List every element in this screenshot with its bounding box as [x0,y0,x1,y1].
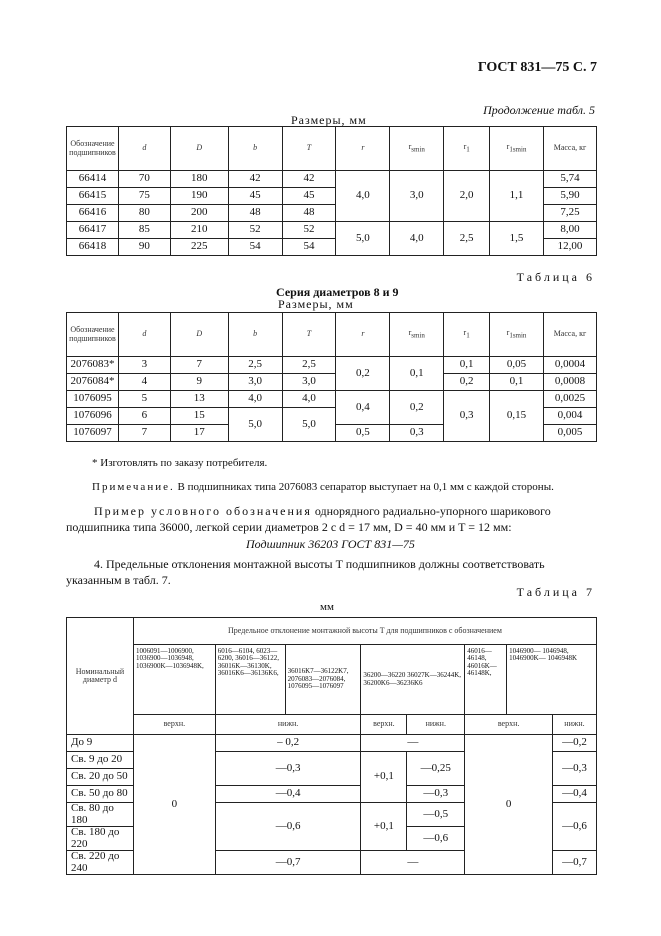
table-cell: 3,0 [390,171,444,222]
table-cell: 4 [118,374,170,391]
table-cell: 7,25 [544,205,597,222]
table-cell: 4,0 [390,222,444,256]
table-cell: 2076084* [67,374,119,391]
table-cell: 9 [170,374,228,391]
table-cell: 0 [133,735,215,875]
table-cell: —0,6 [552,803,596,851]
table-cell: До 9 [67,735,134,752]
table-cell: 6016—6104, 6023—6200, 36016—36122, 36016K—36130K, 36016K6—36136K6, [215,645,285,715]
table-cell: Св. 180 до 220 [67,827,134,851]
table-cell: 0,1 [490,374,544,391]
table-cell: —0,3 [407,786,465,803]
table-cell: 52 [282,222,336,239]
table-cell: —0,3 [215,752,361,786]
table-cell: – 0,2 [215,735,361,752]
table-cell: 54 [282,239,336,256]
table7-main-header: Предельное отклонение монтажной высоты T для подшипников с обозначением [133,618,596,645]
table-cell: 90 [118,239,170,256]
table-cell: 0,4 [336,391,390,425]
col-r: r [336,127,390,171]
col-r1: $r_1$ [444,127,490,171]
page-header: ГОСТ 831—75 С. 7 [477,60,597,75]
table-cell: 210 [170,222,228,239]
table-cell: 0,2 [336,357,390,391]
table-cell: 15 [170,408,228,425]
table-row [67,374,597,391]
table-cell: 5,0 [228,408,282,442]
table-cell: 1076097 [67,425,119,442]
table-cell: 2,5 [228,357,282,374]
table-cell: 66414 [67,171,119,188]
table-cell: 0,2 [390,391,444,425]
table-cell: 3 [118,357,170,374]
table-cell: 3,0 [228,374,282,391]
table-cell: Св. 80 до 180 [67,803,134,827]
table-cell: 5,74 [544,171,597,188]
table-cell: 54 [228,239,282,256]
table-cell: 0,05 [490,357,544,374]
table-cell: нижн. [215,715,361,735]
table-cell: 66416 [67,205,119,222]
table-cell: 2076083* [67,357,119,374]
table-cell: верхн. [133,715,215,735]
col-b: b [228,127,282,171]
col-T: T [282,127,336,171]
table-cell: 1076096 [67,408,119,425]
table-cell: D [170,313,228,357]
table-cell: 0,0004 [543,357,596,374]
table-cell: —0,25 [407,752,465,786]
table-cell: 1046900— 1046948, 1046900K— 1046948K [507,645,597,715]
table-cell: 36016K7—36122K7, 2076083—2076084, 1076095—1076097 [285,645,361,715]
footnote: * Изготовлять по заказу потребителя. [92,457,268,469]
table-cell: Св. 20 до 50 [67,769,134,786]
table-cell: d [118,313,170,357]
table-cell: верхн. [361,715,407,735]
table5-header-row [67,127,597,171]
col-rsmin: $r_{smin}$ [390,127,444,171]
table-cell: нижн. [552,715,596,735]
table-cell: 2,5 [282,357,336,374]
table6-series: Серия диаметров 8 и 9 [276,285,399,299]
table-cell: —0,4 [215,786,361,803]
table-cell: 7 [118,425,170,442]
table-cell: верхн. [465,715,553,735]
table-cell: 1,1 [490,171,544,222]
col-designation: Обозначение подшипников [67,313,119,357]
table-cell: 0,5 [336,425,390,442]
table-cell: —0,6 [407,827,465,851]
table-cell: 190 [170,188,228,205]
table-cell: 70 [118,171,170,188]
col-r1smin: $r_{1smin}$ [490,127,544,171]
table-cell: 5,90 [544,188,597,205]
table-cell: Масса, кг [543,313,596,357]
table-cell: 0,004 [543,408,596,425]
table-cell: r [336,313,390,357]
table-cell: 66417 [67,222,119,239]
table-cell: 0,0008 [543,374,596,391]
table-cell: Св. 9 до 20 [67,752,134,769]
table-cell: 5,0 [282,408,336,442]
table-cell: 0,2 [444,374,490,391]
table7-unit: мм [320,601,334,613]
table-cell: 2,0 [444,171,490,222]
table6-title: Таблица 6 [516,270,595,284]
table-cell: —0,4 [552,786,596,803]
col-D: D [170,127,228,171]
table-cell: $r_1$ [444,313,490,357]
table-cell: —0,2 [552,735,596,752]
table-cell: 45 [282,188,336,205]
table-cell: 7 [170,357,228,374]
table-cell: —0,5 [407,803,465,827]
example-designation: Подшипник 36203 ГОСТ 831—75 [246,537,415,551]
table-cell: 0,3 [390,425,444,442]
table-cell: +0,1 [361,752,407,803]
table-cell: 5 [118,391,170,408]
table5-caption: Размеры, мм [291,113,367,127]
table-cell: 48 [282,205,336,222]
table-cell: —0,7 [215,851,361,875]
table-cell: 12,00 [544,239,597,256]
col-nominal: Номинальный диаметр d [67,618,134,735]
table-cell: 3,0 [282,374,336,391]
table-continuation-label: Продолжение табл. 5 [483,103,595,117]
table-cell: $r_{1smin}$ [490,313,544,357]
col-designation: Обозначение подшипников [67,127,119,171]
table-cell: 42 [228,171,282,188]
table-cell: 46016—46148, 46016K— 46148K, [465,645,507,715]
example-paragraph: Пример условного обозначения однорядного радиально-упорного шарикового подшипника типа 36000, легкой серии диаметров 2 с d = 17 мм, D = 40 мм и T = 12 мм: [66,504,551,534]
table-cell: 4,0 [336,171,390,222]
table-row [67,171,597,188]
table-cell: 42 [282,171,336,188]
table-cell: $r_{smin}$ [390,313,444,357]
table-cell: 225 [170,239,228,256]
col-mass: Масса, кг [544,127,597,171]
col-d: d [118,127,170,171]
table-cell: 0,15 [490,391,544,442]
table-cell: —0,6 [215,803,361,851]
paragraph-4: 4. Предельные отклонения монтажной высоты T подшипников должны соответствовать указанным в табл. 7. [66,557,545,587]
table-cell: 200 [170,205,228,222]
table-row [67,357,597,374]
table-cell: Св. 220 до 240 [67,851,134,875]
table-cell: +0,1 [361,803,407,851]
table-cell: 4,0 [282,391,336,408]
table-cell: 8,00 [544,222,597,239]
table-cell: 52 [228,222,282,239]
table-cell: 0,0025 [543,391,596,408]
table-cell: 85 [118,222,170,239]
note: Примечание. В подшипниках типа 2076083 сепаратор выступает на 0,1 мм с каждой стороны. [92,481,554,493]
table-row [67,391,597,408]
table-cell: 0,1 [390,357,444,391]
table6-header-row [67,313,597,357]
table-cell: 13 [170,391,228,408]
table-cell: 2,5 [444,222,490,256]
table-cell: 0,005 [543,425,596,442]
table-cell: 180 [170,171,228,188]
table-cell: 5,0 [336,222,390,256]
table-cell: —0,7 [552,851,596,875]
table-cell: 1,5 [490,222,544,256]
table-cell: 48 [228,205,282,222]
table-cell: T [282,313,336,357]
table-cell: — [361,735,465,752]
table-cell: 45 [228,188,282,205]
table-cell: 0 [465,735,553,875]
table-cell: 0,3 [444,391,490,442]
table-cell: 1006091—1006900, 1036900—1036948, 1036900K—1036948K, [133,645,215,715]
table-cell: — [361,851,465,875]
table5 [66,126,597,256]
table-cell: 6 [118,408,170,425]
table-cell: 75 [118,188,170,205]
table-cell: 17 [170,425,228,442]
table-cell: 80 [118,205,170,222]
table7 [66,617,597,875]
table-cell: Св. 50 до 80 [67,786,134,803]
table-cell: 4,0 [228,391,282,408]
table-cell: 1076095 [67,391,119,408]
table-cell: 0,1 [444,357,490,374]
table-cell: 66418 [67,239,119,256]
table-cell: нижн. [407,715,465,735]
table-row [67,222,597,239]
table-cell: 36200—36220 36027K—36244K, 36200K6—36236K6 [361,645,465,715]
table-row [67,735,597,752]
table6-caption: Размеры, мм [278,297,354,311]
table-cell: 66415 [67,188,119,205]
table6 [66,312,597,442]
table7-title: Таблица 7 [516,585,595,599]
table-cell: —0,3 [552,752,596,786]
table-cell: b [228,313,282,357]
